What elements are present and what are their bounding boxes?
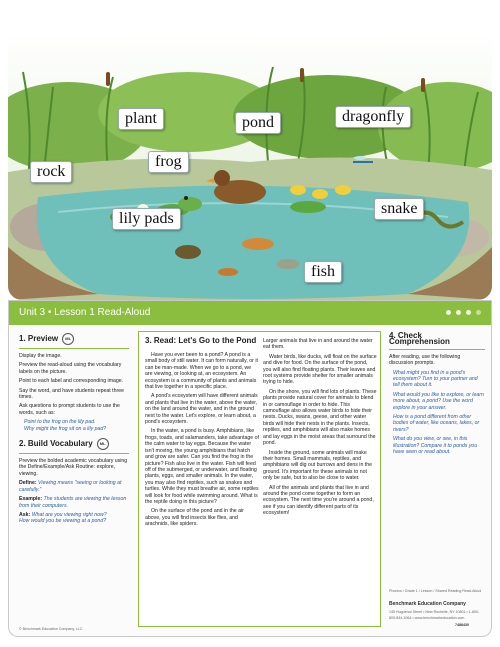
copyright: © Benchmark Education Company, LLC bbox=[19, 627, 83, 631]
read-heading bbox=[145, 336, 263, 348]
label-snake: snake bbox=[374, 198, 424, 220]
read-paragraph: Inside the ground, some animals will make their homes. Small mammals, reptiles, and amphibians will dig out burrows and dens in the ground. It's important for these animals to not only be safe, but to also be close to water. bbox=[263, 449, 373, 482]
vocab-ask bbox=[19, 512, 129, 525]
ml-badge: ML bbox=[62, 333, 74, 345]
lesson-card bbox=[8, 300, 492, 637]
vocab-heading bbox=[19, 438, 129, 454]
preview-title: 1. Preview bbox=[19, 333, 59, 343]
item-number: 7488430 bbox=[455, 623, 469, 627]
label-pond: pond bbox=[235, 112, 281, 134]
preview-heading bbox=[19, 333, 129, 349]
ml-badge: ML bbox=[97, 438, 109, 450]
label-fish: fish bbox=[304, 261, 342, 283]
check-item: What do you view, or see, in this illustration? Compare it to ponds you have seen or read about. bbox=[393, 436, 478, 456]
vocab-title: 2. Build Vocabulary bbox=[19, 438, 93, 448]
read-paragraph: Larger animals that live in and around the water eat them. bbox=[263, 338, 373, 351]
preview-line: Preview the read-aloud using the vocabulary labels on the picture. bbox=[19, 362, 122, 375]
right-column bbox=[389, 333, 485, 459]
unit-lesson-title: Unit 3 • Lesson 1 Read-Aloud bbox=[19, 307, 151, 318]
read-column-2 bbox=[263, 338, 377, 520]
ask-label: Ask: bbox=[19, 511, 31, 518]
read-paragraph: All of the animals and plants that live in and around the pond come together to form an ecosystem. The next time you're around a pond, see if you can identify different parts of its ecosystem! bbox=[263, 484, 374, 517]
check-title: 4. Check Comprehension bbox=[389, 331, 450, 347]
vocab-define bbox=[19, 480, 129, 493]
read-paragraph: On the surface of the pond and in the air above, you will find insects like flies, and arachnids, like spiders. bbox=[145, 508, 244, 528]
page-dot bbox=[476, 310, 481, 315]
read-title: 3. Read: Let's Go to the Pond bbox=[145, 336, 257, 345]
preview-prompts bbox=[19, 419, 129, 432]
preview-prompt: Why might the frog sit on a lily pad? bbox=[24, 425, 107, 432]
left-column bbox=[19, 333, 129, 528]
label-dragonfly: dragonfly bbox=[335, 106, 411, 128]
example-text: The students are viewing the lesson from their computers. bbox=[19, 496, 127, 509]
preview-line: Point to each label and corresponding image. bbox=[19, 378, 124, 385]
preview-line: Say the word, and have students repeat three times. bbox=[19, 387, 124, 401]
page-dot bbox=[446, 310, 451, 315]
preview-prompt: Point to the frog on the lily pad. bbox=[24, 419, 96, 426]
label-rock: rock bbox=[30, 161, 72, 183]
example-label: Example: bbox=[19, 496, 43, 503]
check-item: What would you like to explore, or learn more about, a pond? Use the word explore in your answer. bbox=[393, 391, 484, 411]
read-column-1 bbox=[145, 352, 259, 531]
footer-code: Phonics / Grade 1 / Lesson / Shared Reading Read-Aloud bbox=[389, 589, 482, 593]
label-lily-pads: lily pads bbox=[112, 208, 181, 230]
read-paragraph: Have you ever been to a pond? A pond is a small body of still water. It can form naturally, or it can be man-made. When we go to a pond, we are viewing, or looking at, an ecosystem. An ecosystem is a community of plants and animals that live together in a specific place. bbox=[145, 352, 258, 391]
define-text: Viewing means "seeing or looking at carefully." bbox=[19, 480, 122, 493]
page-indicator bbox=[446, 310, 481, 315]
check-intro: After reading, use the following discussion prompts. bbox=[389, 353, 461, 367]
publisher-logo: Benchmark Education Company bbox=[389, 601, 466, 607]
label-frog: frog bbox=[148, 151, 189, 173]
vocab-example bbox=[19, 496, 129, 509]
ask-text: What are you viewing right now? bbox=[31, 511, 107, 518]
publisher-phone: 800-844-1064 • www.benchmarkeducation.com bbox=[389, 616, 465, 620]
read-paragraph: On the shore, you will find lots of plants. These plants provide natural cover for animals to blend in or camouflage in order to hide. This camouflage also allows water birds to hide their nests. Ducks, swans, geese, and other water birds will hide their nests in the plants. Insects, reptiles, and amphibians will also make homes and lay eggs in the moist areas that surround the pond. bbox=[263, 388, 377, 447]
check-item: How is a pond different from other bodies of water, like oceans, lakes, or rivers? bbox=[393, 414, 480, 433]
preview-line: Ask questions to prompt students to use the words, such as: bbox=[19, 403, 120, 416]
read-paragraph: A pond's ecosystem will have different animals and plants that live in the water, above the water, on the land around the water, and in the ground next to the water. Let's explore, or learn about, a pond's ecosystem. bbox=[145, 393, 258, 426]
vocab-intro: Preview the bolded academic vocabulary using the Define/Example/Ask Routine: explore, viewing. bbox=[19, 458, 128, 477]
page-dot bbox=[466, 310, 471, 315]
publisher-address: 145 Huguenot Street • New Rochelle, NY 10801 • 1-800- bbox=[389, 610, 480, 614]
read-paragraph: In the water, a pond is busy. Amphibians, like frogs, toads, and salamanders, take advantage of the calm water to lay eggs. Because the water isn't moving, the young amphibians that hatch and grow are safer. Can you find the frog in the picture? Fish also live in the water. Fish will feed off of the submerged, or underwater, and floating plants, eggs, and smaller animals. In the water, you may also find reptiles, such as snakes and turtles. While they must breathe air, some reptiles will look for food while swimming around. What is the reptile doing in this picture? bbox=[145, 428, 259, 505]
pond-illustration bbox=[8, 32, 492, 300]
page-dot bbox=[456, 310, 461, 315]
lesson-header-band bbox=[9, 301, 491, 325]
label-plant: plant bbox=[118, 108, 164, 130]
read-paragraph: Water birds, like ducks, will float on the surface and dive for food. On the surface of the pond, you will also find floating plants. Their leaves and root systems provide shelter for smaller animals trying to hide. bbox=[263, 353, 377, 386]
read-aloud-box bbox=[138, 331, 381, 627]
check-item: What might you find in a pond's ecosystem? Turn to your partner and tell them about it. bbox=[393, 369, 478, 389]
ask-text: How would you be viewing at a pond? bbox=[19, 518, 107, 525]
define-label: Define: bbox=[19, 480, 37, 487]
pond-scene-art bbox=[8, 32, 492, 300]
check-heading bbox=[389, 333, 485, 350]
preview-line: Display the image. bbox=[19, 353, 62, 359]
